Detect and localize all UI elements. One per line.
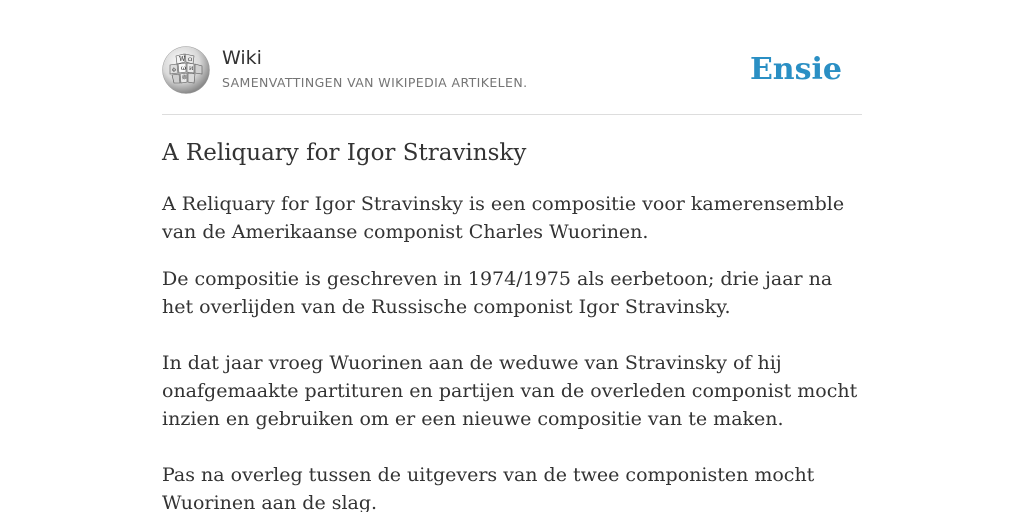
svg-text:Ω: Ω [188, 57, 193, 63]
page-title: A Reliquary for Igor Stravinsky [162, 140, 527, 166]
svg-text:維: 維 [182, 75, 188, 81]
site-tagline: SAMENVATTINGEN VAN WIKIPEDIA ARTIKELEN. [222, 75, 528, 90]
paragraph: In dat jaar vroeg Wuorinen aan de weduwe van Stravinsky of hij onafgemaakte partituren en partijen van de overleden componist mocht inzien en gebruiken om er een nieuwe compositie van te maken. [162, 352, 858, 430]
svg-text:W: W [179, 56, 186, 63]
svg-text:И: И [189, 66, 194, 72]
svg-text:ω: ω [181, 65, 186, 72]
svg-text:ф: ф [172, 67, 176, 73]
site-name[interactable]: Wiki [222, 47, 262, 69]
paragraph: De compositie is geschreven in 1974/1975 als eerbetoon; drie jaar na het overlijden van de Russische componist Igor Stravinsky. [162, 268, 833, 318]
wikipedia-globe-icon[interactable] [162, 46, 210, 94]
brand-logo[interactable]: Ensie [749, 52, 842, 87]
article-body [162, 190, 862, 512]
paragraph: Pas na overleg tussen de uitgevers van de twee componisten mocht Wuorinen aan de slag. [162, 464, 815, 512]
paragraph: A Reliquary for Igor Stravinsky is een compositie voor kamerensemble van de Amerikaanse componist Charles Wuorinen. [162, 193, 845, 243]
site-header [162, 46, 862, 115]
